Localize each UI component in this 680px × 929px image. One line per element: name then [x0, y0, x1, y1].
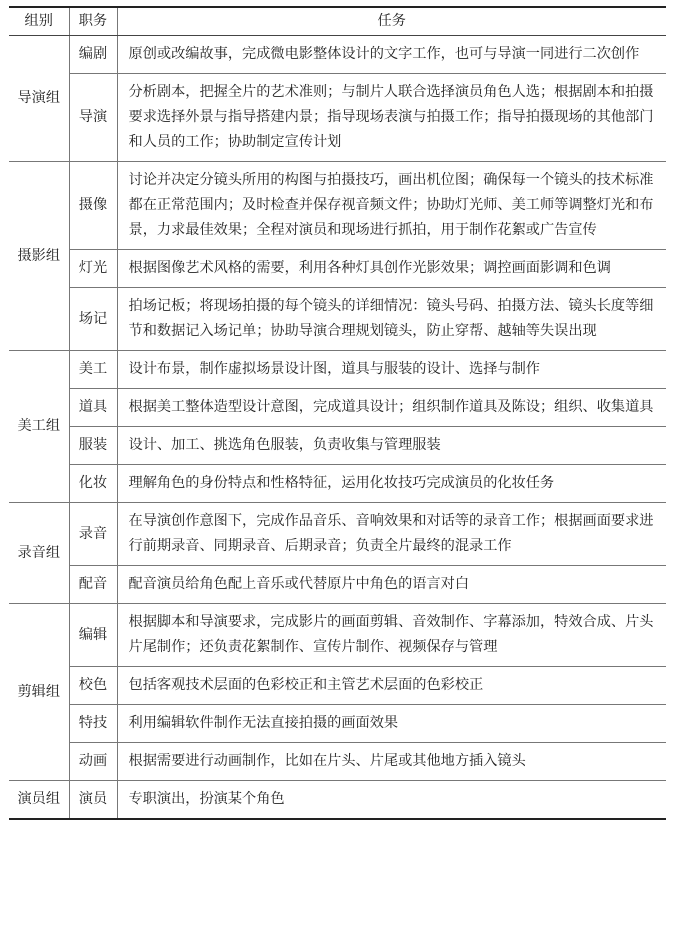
table-row [9, 667, 666, 705]
task-cell: 理解角色的身份特点和性格特征，运用化妆技巧完成演员的化妆任务 [117, 465, 666, 503]
table-row [9, 604, 666, 667]
table-row [9, 250, 666, 288]
task-cell: 设计布景，制作虚拟场景设计图，道具与服装的设计、选择与制作 [117, 351, 666, 389]
task-cell: 原创或改编故事，完成微电影整体设计的文字工作，也可与导演一同进行二次创作 [117, 36, 666, 74]
role-cell: 配音 [69, 566, 117, 604]
group-cell: 导演组 [9, 36, 69, 162]
table-body [9, 36, 666, 820]
task-cell: 讨论并决定分镜头所用的构图与拍摄技巧，画出机位图；确保每一个镜头的技术标准都在正常范围内；及时检查并保存视音频文件；协助灯光师、美工师等调整灯光和布景，力求最佳效果；全程对演员和现场进行抓拍，用于制作花絮或广告宣传 [117, 162, 666, 250]
table-row [9, 465, 666, 503]
task-cell: 拍场记板；将现场拍摄的每个镜头的详细情况：镜头号码、拍摄方法、镜头长度等细节和数据记入场记单；协助导演合理规划镜头，防止穿帮、越轴等失误出现 [117, 288, 666, 351]
task-cell: 设计、加工、挑选角色服装，负责收集与管理服装 [117, 427, 666, 465]
header-row [9, 7, 666, 36]
role-cell: 场记 [69, 288, 117, 351]
task-cell: 包括客观技术层面的色彩校正和主管艺术层面的色彩校正 [117, 667, 666, 705]
role-cell: 录音 [69, 503, 117, 566]
duties-table [9, 6, 666, 820]
role-cell: 校色 [69, 667, 117, 705]
role-cell: 服装 [69, 427, 117, 465]
header-role: 职务 [69, 7, 117, 36]
role-cell: 导演 [69, 74, 117, 162]
task-cell: 根据美工整体造型设计意图，完成道具设计；组织制作道具及陈设；组织、收集道具 [117, 389, 666, 427]
task-cell: 分析剧本，把握全片的艺术准则；与制片人联合选择演员角色人选；根据剧本和拍摄要求选择外景与指导搭建内景；指导现场表演与拍摄工作；指导拍摄现场的其他部门和人员的工作；协助制定宣传计划 [117, 74, 666, 162]
table-row [9, 781, 666, 820]
table-row [9, 389, 666, 427]
table-row [9, 705, 666, 743]
role-cell: 特技 [69, 705, 117, 743]
task-cell: 根据图像艺术风格的需要，利用各种灯具创作光影效果；调控画面影调和色调 [117, 250, 666, 288]
crew-duties-table [9, 6, 666, 820]
task-cell: 在导演创作意图下，完成作品音乐、音响效果和对话等的录音工作；根据画面要求进行前期录音、同期录音、后期录音；负责全片最终的混录工作 [117, 503, 666, 566]
table-row [9, 74, 666, 162]
group-cell: 美工组 [9, 351, 69, 503]
table-row [9, 288, 666, 351]
header-group: 组别 [9, 7, 69, 36]
task-cell: 利用编辑软件制作无法直接拍摄的画面效果 [117, 705, 666, 743]
task-cell: 根据脚本和导演要求，完成影片的画面剪辑、音效制作、字幕添加，特效合成、片头片尾制作；还负责花絮制作、宣传片制作、视频保存与管理 [117, 604, 666, 667]
role-cell: 动画 [69, 743, 117, 781]
role-cell: 编剧 [69, 36, 117, 74]
role-cell: 灯光 [69, 250, 117, 288]
table-row [9, 162, 666, 250]
task-cell: 配音演员给角色配上音乐或代替原片中角色的语言对白 [117, 566, 666, 604]
table-row [9, 351, 666, 389]
role-cell: 道具 [69, 389, 117, 427]
group-cell: 剪辑组 [9, 604, 69, 781]
table-row [9, 36, 666, 74]
table-row [9, 427, 666, 465]
role-cell: 编辑 [69, 604, 117, 667]
table-row [9, 743, 666, 781]
role-cell: 演员 [69, 781, 117, 820]
group-cell: 摄影组 [9, 162, 69, 351]
header-task: 任务 [117, 7, 666, 36]
role-cell: 摄像 [69, 162, 117, 250]
task-cell: 专职演出，扮演某个角色 [117, 781, 666, 820]
table-row [9, 503, 666, 566]
role-cell: 美工 [69, 351, 117, 389]
group-cell: 演员组 [9, 781, 69, 820]
group-cell: 录音组 [9, 503, 69, 604]
task-cell: 根据需要进行动画制作，比如在片头、片尾或其他地方插入镜头 [117, 743, 666, 781]
role-cell: 化妆 [69, 465, 117, 503]
table-row [9, 566, 666, 604]
